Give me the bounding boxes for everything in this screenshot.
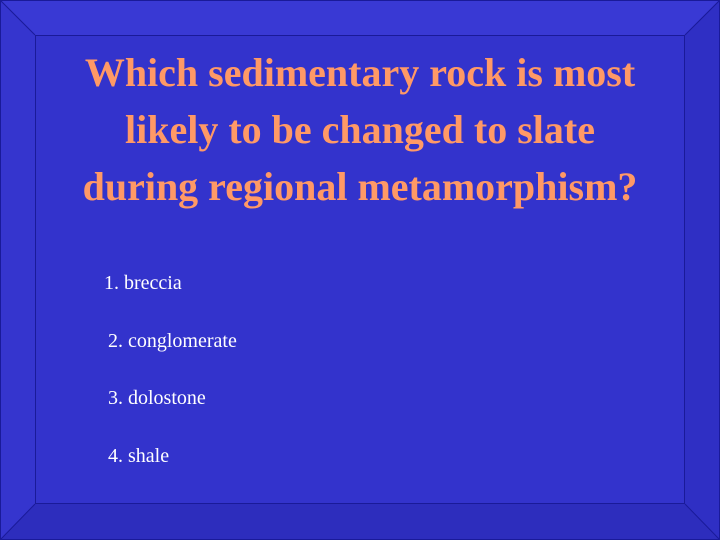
answer-option-3: 3. dolostone: [108, 387, 206, 409]
question-text: [40, 44, 680, 215]
answer-option-4: 4. shale: [108, 445, 170, 467]
answer-option-1: 1. breccia: [104, 272, 182, 294]
question-line-3: during regional metamorphism?: [82, 164, 638, 209]
question-line-2: likely to be changed to slate: [125, 107, 595, 152]
question-line-1: Which sedimentary rock is most: [84, 50, 636, 95]
answer-option-2: 2. conglomerate: [108, 330, 237, 352]
